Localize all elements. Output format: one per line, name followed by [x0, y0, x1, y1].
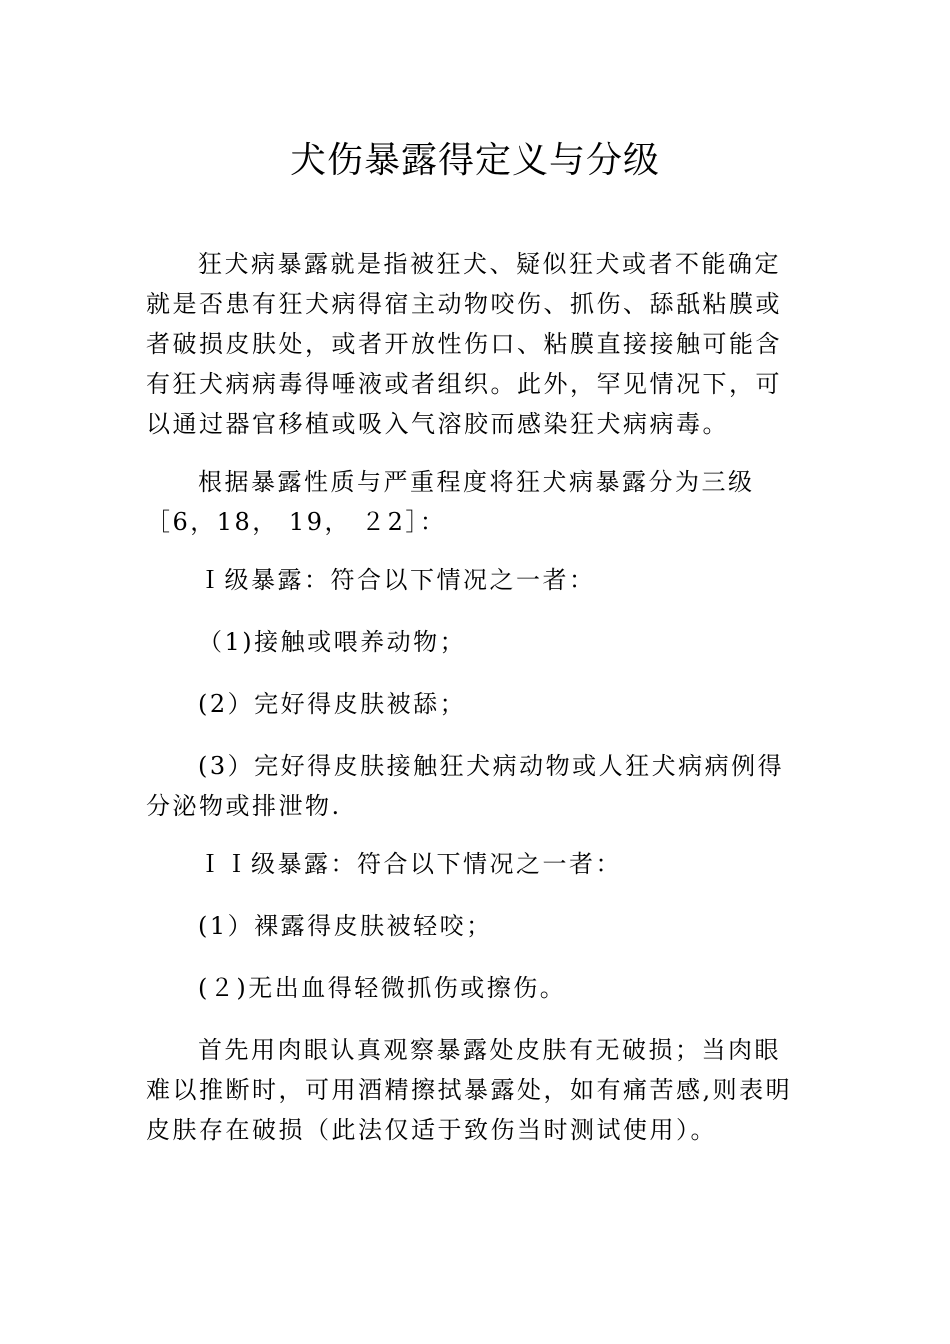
page-title: 犬伤暴露得定义与分级	[289, 140, 660, 181]
paragraph-classification-intro: 根据暴露性质与严重程度将狂犬病暴露分为三级［6，18， 19， ２2］：	[146, 468, 755, 536]
paragraph-grade-one-heading: Ｉ级暴露：符合以下情况之一者：	[198, 566, 596, 594]
paragraph-grade-two-item-1: (1）裸露得皮肤被轻咬；	[198, 912, 493, 940]
paragraph-definition: 狂犬病暴露就是指被狂犬、疑似狂犬或者不能确定就是否患有狂犬病得宿主动物咬伤、抓伤、舔舐粘膜或者破损皮肤处，或者开放性伤口、粘膜直接接触可能含有狂犬病病毒得唾液或者组织。此外，罕见情况下，可以通过器官移植或吸入气溶胶而感染狂犬病病毒。	[146, 250, 782, 438]
paragraph-grade-one-item-2: (2）完好得皮肤被舔；	[198, 690, 467, 718]
paragraph-skin-check: 首先用肉眼认真观察暴露处皮肤有无破损；当肉眼难以推断时，可用酒精擦拭暴露处，如有痛苦感,则表明皮肤存在破损（此法仅适于致伤当时测试使用）。	[146, 1036, 793, 1144]
paragraph-grade-one-item-1: （1)接触或喂养动物；	[198, 628, 467, 656]
paragraph-grade-one-item-3: (3）完好得皮肤接触狂犬病动物或人狂犬病病例得分泌物或排泄物.	[146, 752, 785, 820]
document-body	[146, 244, 796, 1168]
paragraph-grade-two-heading: ＩＩ级暴露：符合以下情况之一者：	[198, 850, 622, 878]
paragraph-grade-two-item-2: (２)无出血得轻微抓伤或擦伤。	[198, 974, 567, 1002]
